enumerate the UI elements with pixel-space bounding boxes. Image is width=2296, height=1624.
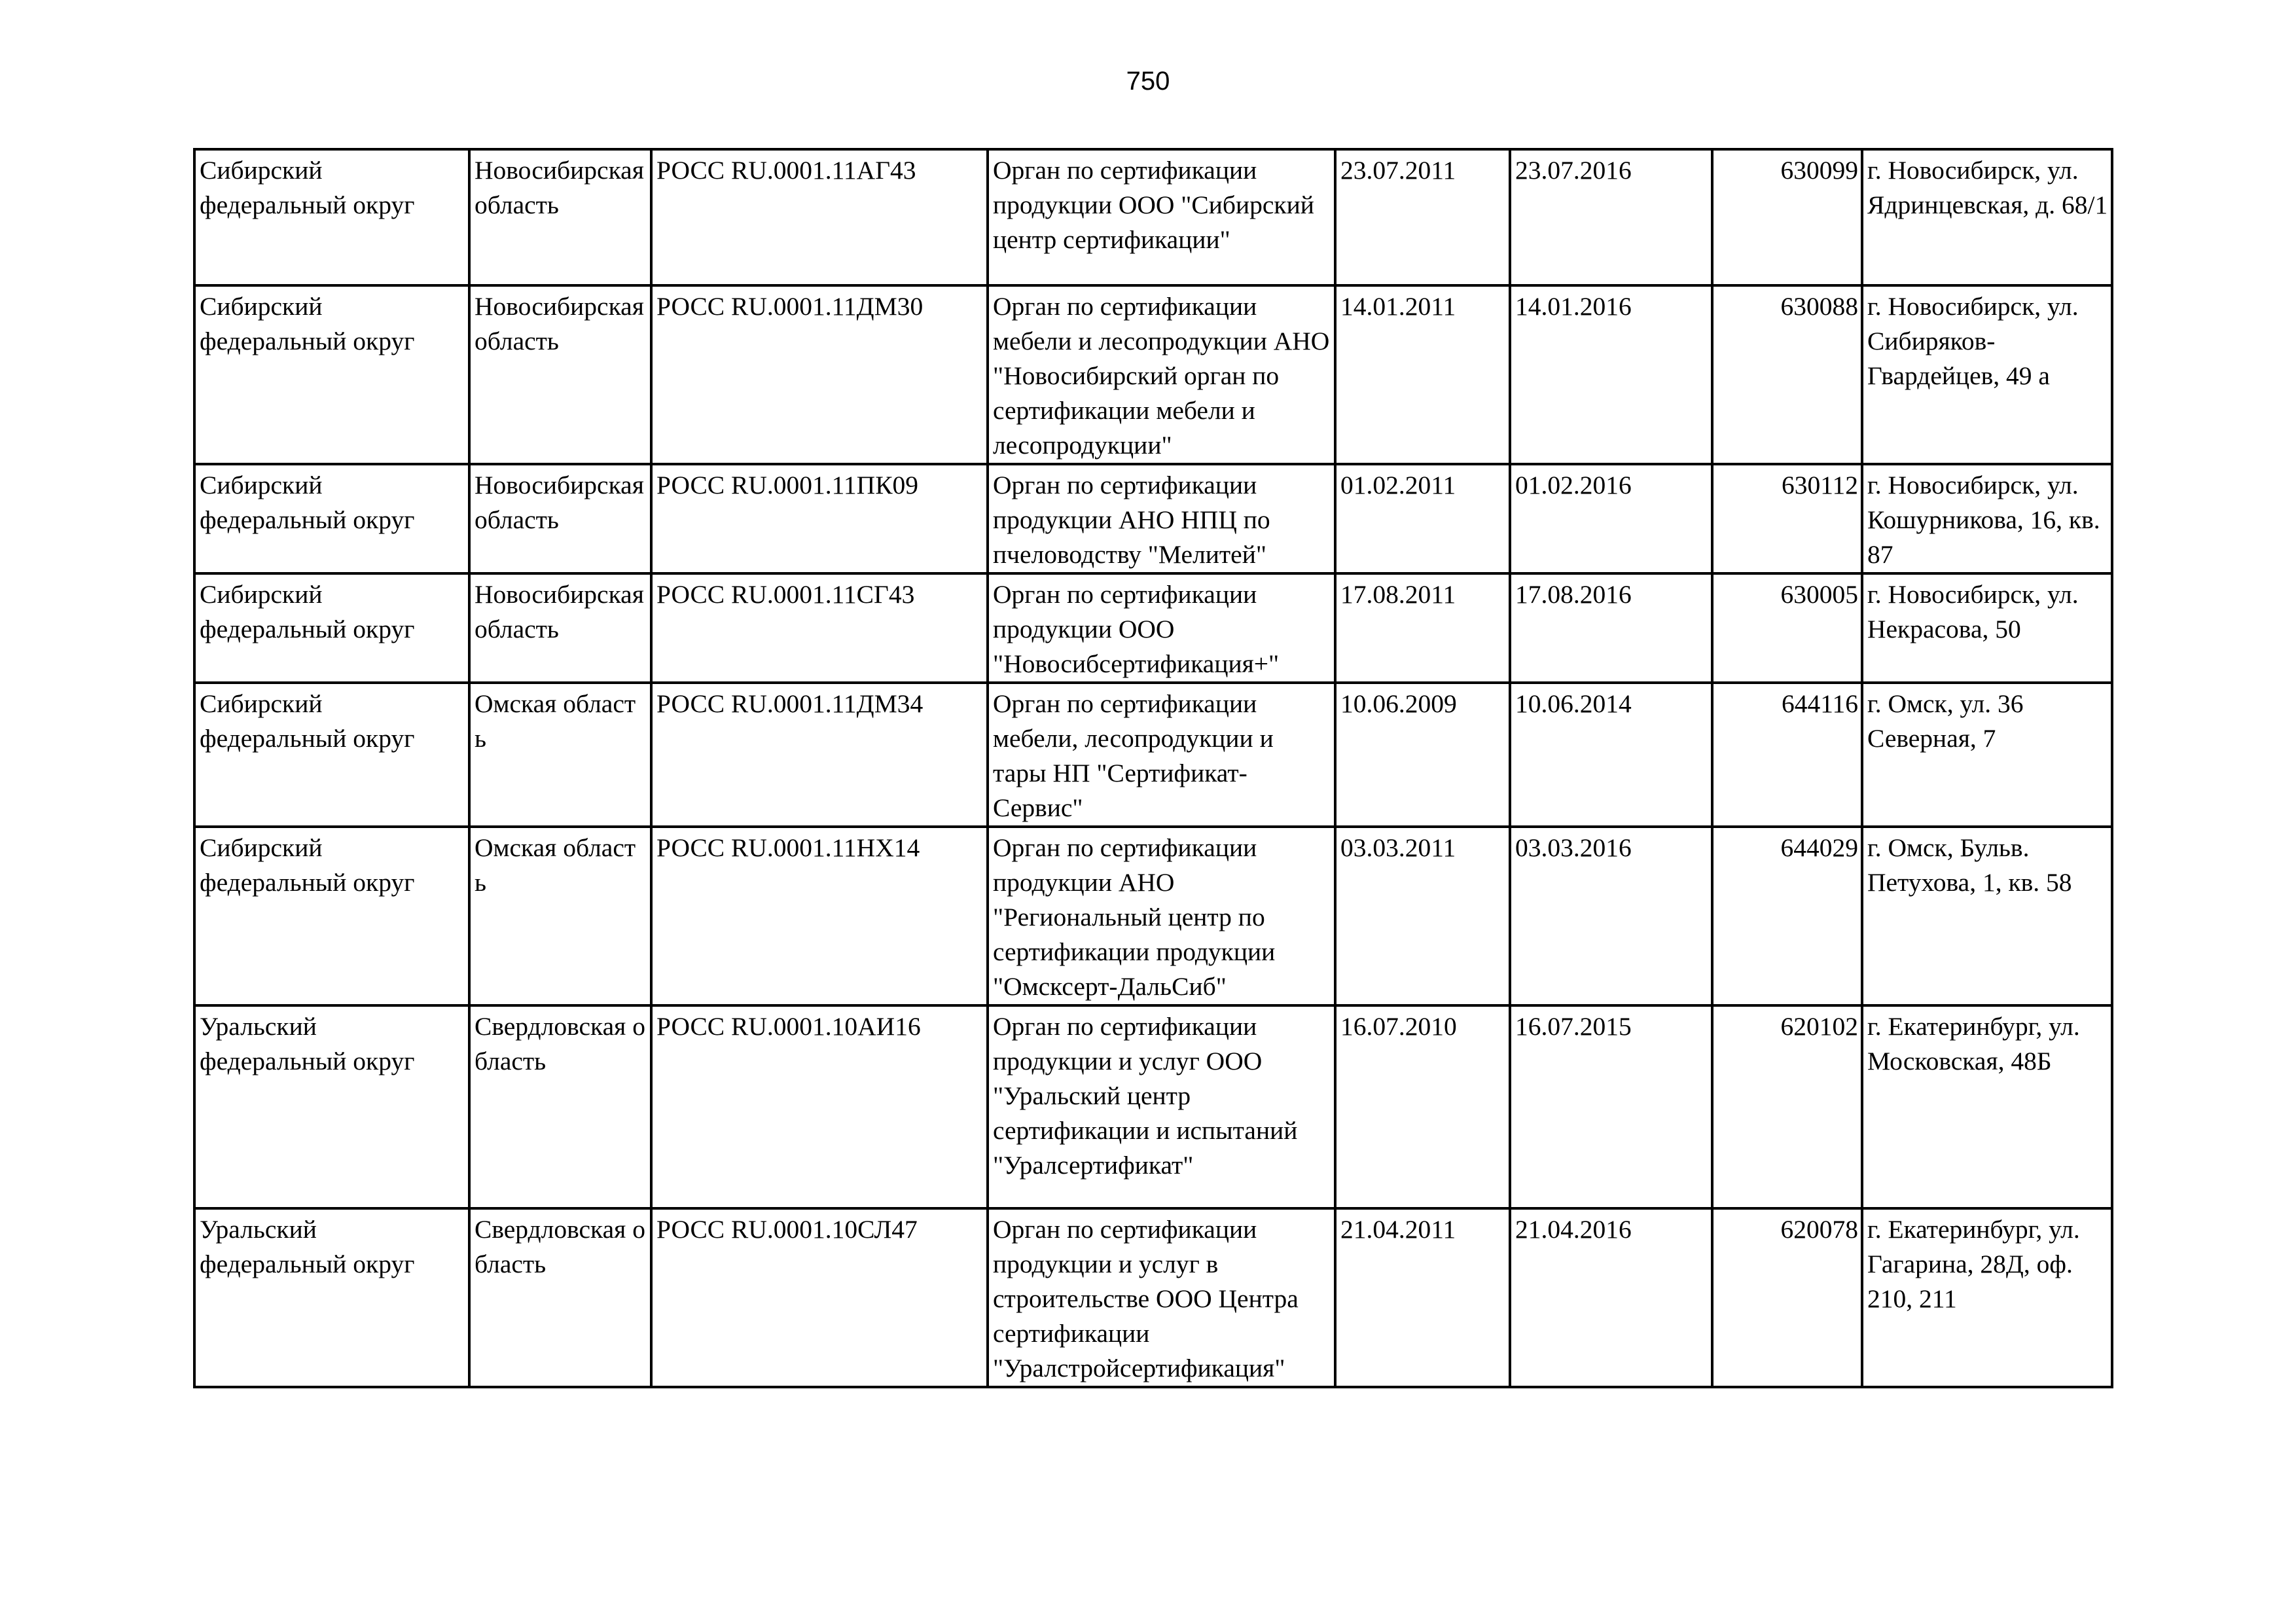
cell-federal-district: Сибирский федеральный округ xyxy=(194,149,469,285)
cell-date-from: 23.07.2011 xyxy=(1335,149,1510,285)
cell-postcode: 620078 xyxy=(1712,1208,1862,1387)
cell-postcode: 620102 xyxy=(1712,1005,1862,1208)
cell-postcode: 630112 xyxy=(1712,464,1862,573)
table-row xyxy=(194,149,2112,285)
cell-federal-district: Сибирский федеральный округ xyxy=(194,573,469,683)
cell-certification-body: Орган по сертификации мебели, лесопродукции и тары НП "Сертификат-Сервис" xyxy=(988,683,1335,827)
cell-date-from: 21.04.2011 xyxy=(1335,1208,1510,1387)
table-row xyxy=(194,683,2112,827)
cell-date-from: 01.02.2011 xyxy=(1335,464,1510,573)
cell-region: Омская область xyxy=(469,827,651,1005)
cell-date-to: 14.01.2016 xyxy=(1510,285,1712,464)
cell-certification-body: Орган по сертификации продукции и услуг ООО "Уральский центр сертификации и испытаний "Уралсертификат" xyxy=(988,1005,1335,1208)
cell-address: г. Новосибирск, ул. Некрасова, 50 xyxy=(1862,573,2112,683)
cell-address: г. Новосибирск, ул. Сибиряков-Гвардейцев, 49 а xyxy=(1862,285,2112,464)
cell-date-from: 16.07.2010 xyxy=(1335,1005,1510,1208)
cell-registration-code: РОСС RU.0001.10АИ16 xyxy=(651,1005,988,1208)
cell-region: Свердловская область xyxy=(469,1005,651,1208)
cell-address: г. Екатеринбург, ул. Гагарина, 28Д, оф. 210, 211 xyxy=(1862,1208,2112,1387)
cell-certification-body: Орган по сертификации мебели и лесопродукции АНО "Новосибирский орган по сертификации мебели и лесопродукции" xyxy=(988,285,1335,464)
cell-region: Новосибирская область xyxy=(469,149,651,285)
cell-postcode: 630088 xyxy=(1712,285,1862,464)
cell-federal-district: Уральский федеральный округ xyxy=(194,1005,469,1208)
cell-date-to: 03.03.2016 xyxy=(1510,827,1712,1005)
cell-address: г. Омск, ул. 36 Северная, 7 xyxy=(1862,683,2112,827)
cell-postcode: 630099 xyxy=(1712,149,1862,285)
cell-region: Новосибирская область xyxy=(469,464,651,573)
cell-registration-code: РОСС RU.0001.11НХ14 xyxy=(651,827,988,1005)
cell-federal-district: Сибирский федеральный округ xyxy=(194,827,469,1005)
cell-address: г. Новосибирск, ул. Кошурникова, 16, кв. 87 xyxy=(1862,464,2112,573)
cell-address: г. Екатеринбург, ул. Московская, 48Б xyxy=(1862,1005,2112,1208)
cell-registration-code: РОСС RU.0001.11СГ43 xyxy=(651,573,988,683)
cell-address: г. Омск, Бульв. Петухова, 1, кв. 58 xyxy=(1862,827,2112,1005)
cell-date-from: 10.06.2009 xyxy=(1335,683,1510,827)
cell-date-to: 16.07.2015 xyxy=(1510,1005,1712,1208)
certification-bodies-table xyxy=(193,148,2113,1388)
cell-federal-district: Уральский федеральный округ xyxy=(194,1208,469,1387)
cell-region: Омская область xyxy=(469,683,651,827)
table-row xyxy=(194,1005,2112,1208)
table-row xyxy=(194,827,2112,1005)
cell-date-to: 01.02.2016 xyxy=(1510,464,1712,573)
cell-certification-body: Орган по сертификации продукции ООО "Новосибсертификация+" xyxy=(988,573,1335,683)
cell-registration-code: РОСС RU.0001.11АГ43 xyxy=(651,149,988,285)
cell-certification-body: Орган по сертификации продукции АНО НПЦ по пчеловодству "Мелитей" xyxy=(988,464,1335,573)
cell-registration-code: РОСС RU.0001.11ДМ34 xyxy=(651,683,988,827)
table-row xyxy=(194,285,2112,464)
cell-date-to: 21.04.2016 xyxy=(1510,1208,1712,1387)
cell-region: Новосибирская область xyxy=(469,285,651,464)
cell-region: Свердловская область xyxy=(469,1208,651,1387)
cell-certification-body: Орган по сертификации продукции АНО "Региональный центр по сертификации продукции "Омсксерт-ДальСиб" xyxy=(988,827,1335,1005)
cell-certification-body: Орган по сертификации продукции и услуг в строительстве ООО Центра сертификации "Уралстройсертификация" xyxy=(988,1208,1335,1387)
cell-postcode: 630005 xyxy=(1712,573,1862,683)
cell-date-from: 17.08.2011 xyxy=(1335,573,1510,683)
cell-date-to: 17.08.2016 xyxy=(1510,573,1712,683)
cell-registration-code: РОСС RU.0001.10СЛ47 xyxy=(651,1208,988,1387)
table-row xyxy=(194,464,2112,573)
cell-date-from: 03.03.2011 xyxy=(1335,827,1510,1005)
cell-date-to: 10.06.2014 xyxy=(1510,683,1712,827)
cell-federal-district: Сибирский федеральный округ xyxy=(194,683,469,827)
cell-certification-body: Орган по сертификации продукции ООО "Сибирский центр сертификации" xyxy=(988,149,1335,285)
cell-date-to: 23.07.2016 xyxy=(1510,149,1712,285)
cell-registration-code: РОСС RU.0001.11ДМ30 xyxy=(651,285,988,464)
page-number: 750 xyxy=(1126,67,1170,96)
cell-date-from: 14.01.2011 xyxy=(1335,285,1510,464)
cell-region: Новосибирская область xyxy=(469,573,651,683)
table-row xyxy=(194,573,2112,683)
cell-postcode: 644116 xyxy=(1712,683,1862,827)
cell-federal-district: Сибирский федеральный округ xyxy=(194,464,469,573)
cell-postcode: 644029 xyxy=(1712,827,1862,1005)
table-row xyxy=(194,1208,2112,1387)
cell-federal-district: Сибирский федеральный округ xyxy=(194,285,469,464)
cell-registration-code: РОСС RU.0001.11ПК09 xyxy=(651,464,988,573)
cell-address: г. Новосибирск, ул. Ядринцевская, д. 68/1 xyxy=(1862,149,2112,285)
